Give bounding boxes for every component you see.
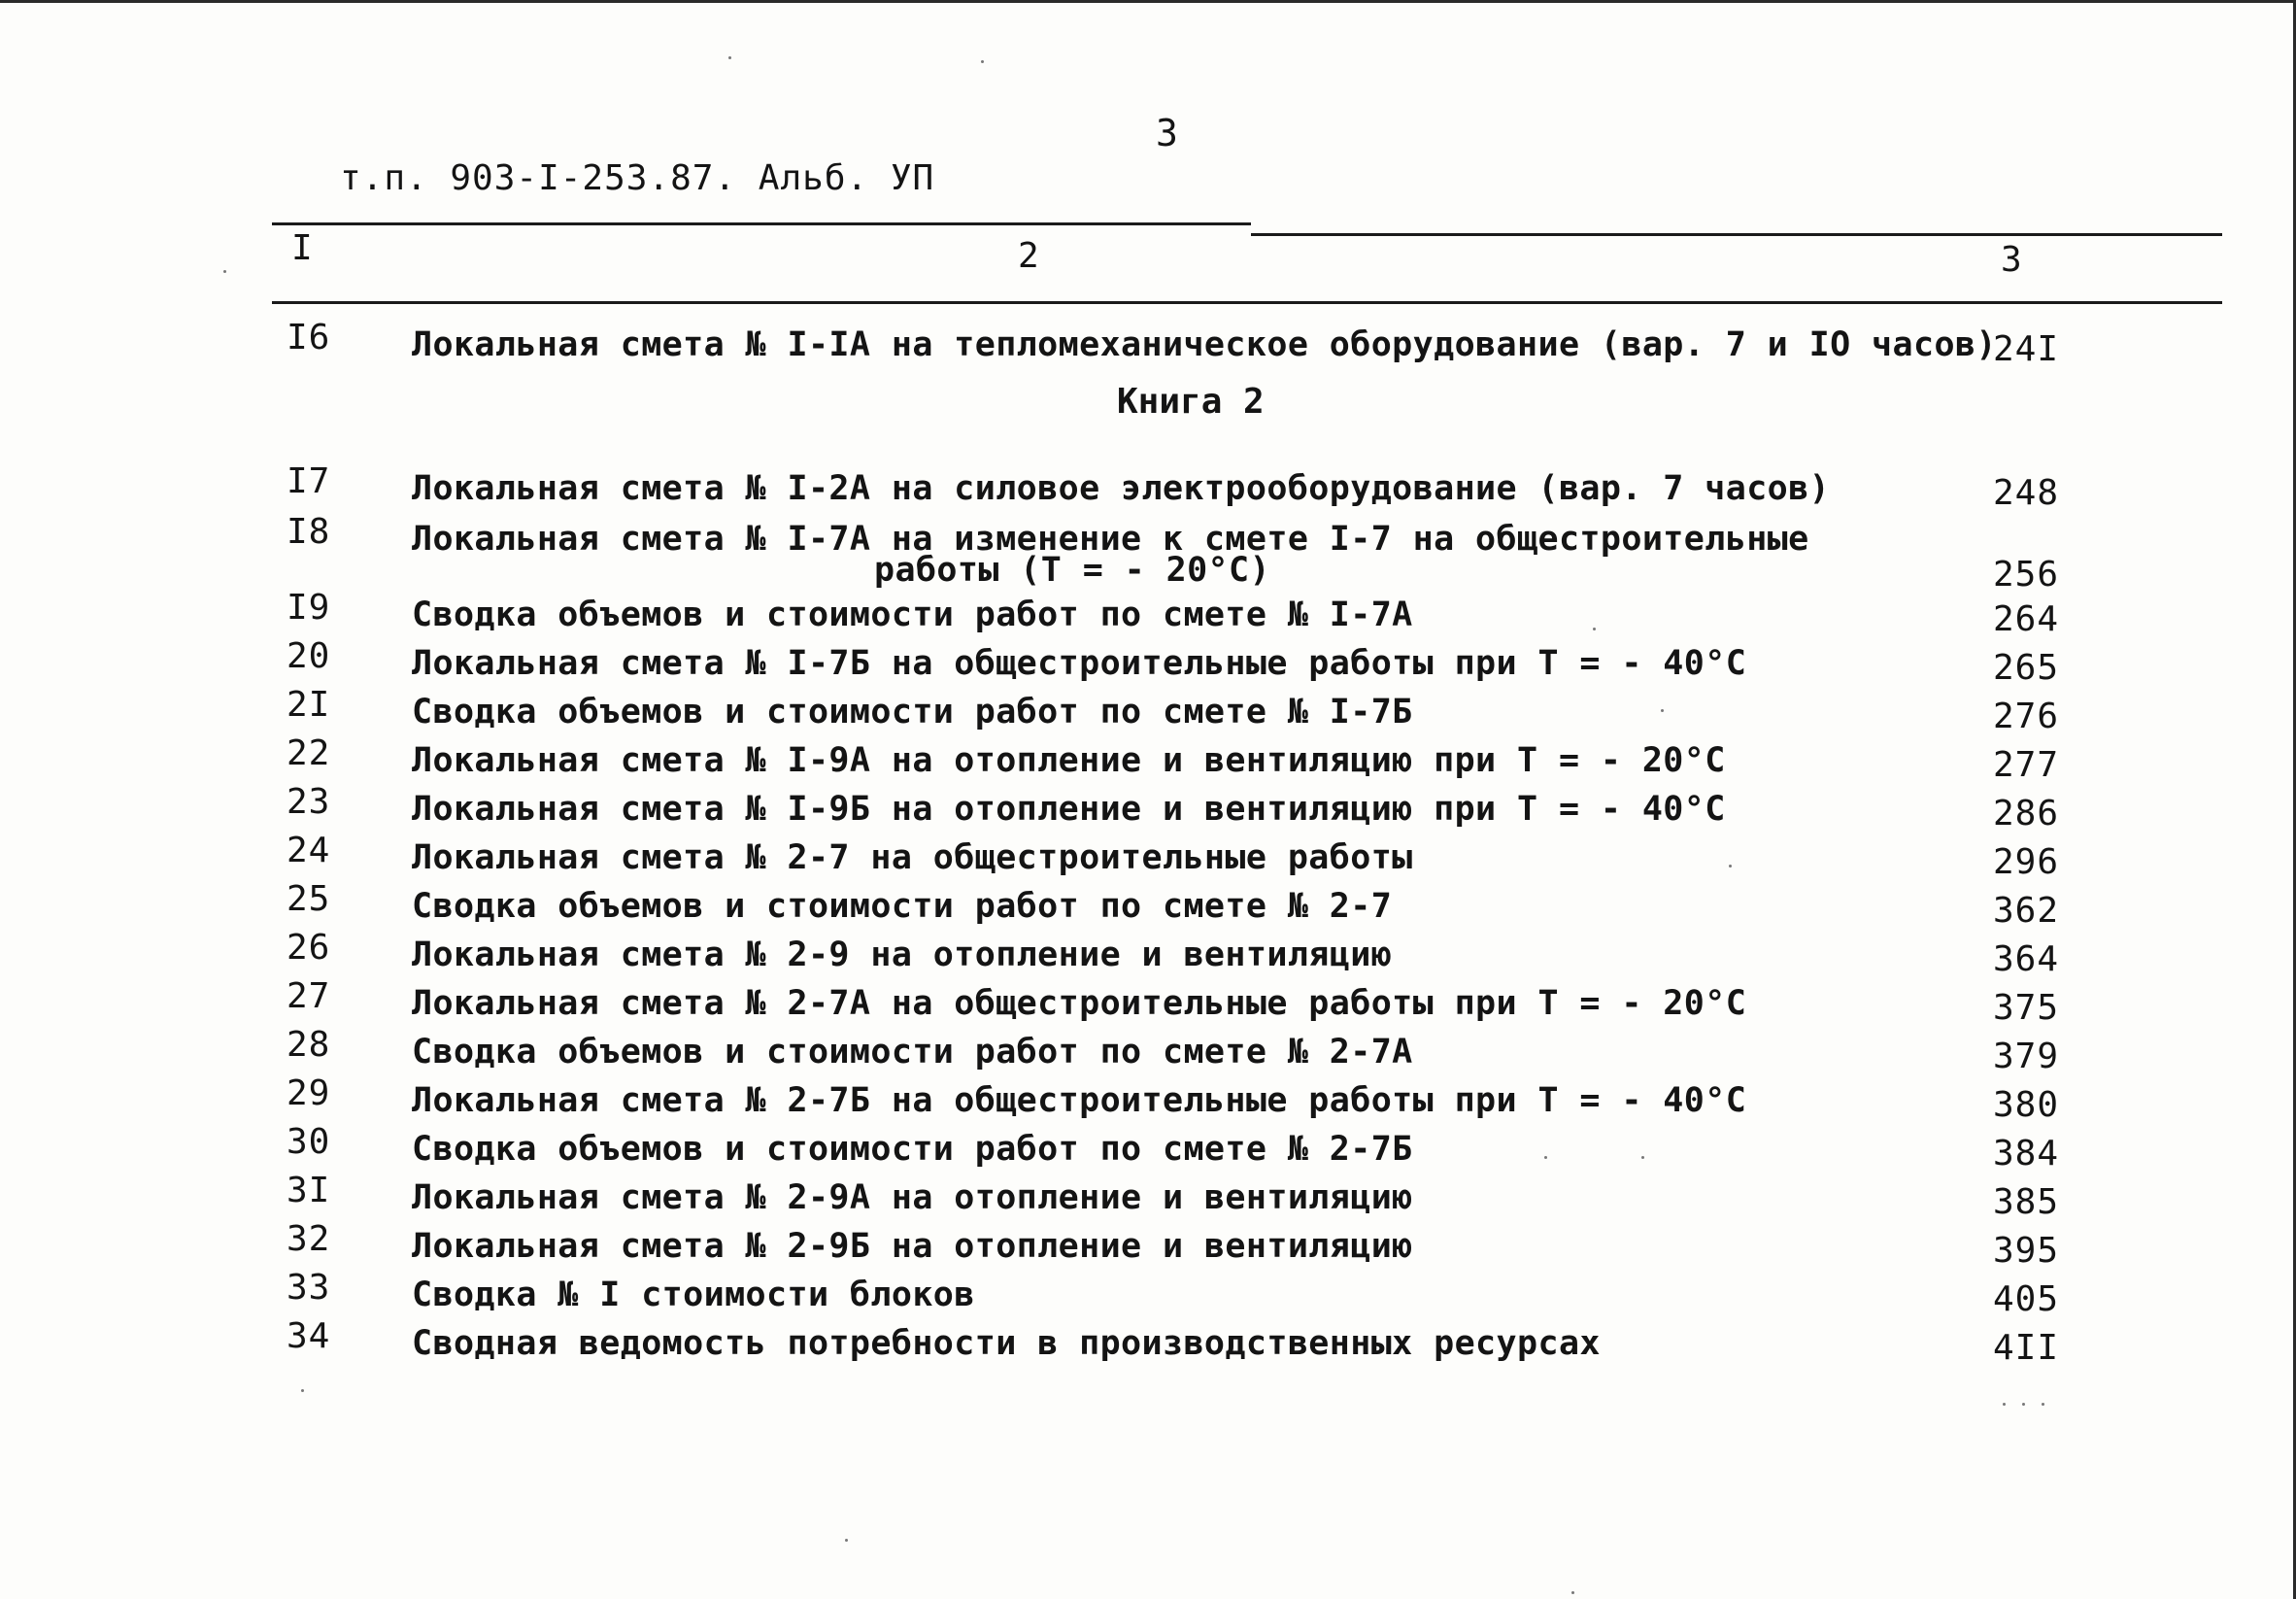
row-page-number: 362 bbox=[1993, 891, 2060, 931]
row-page-number: 256 bbox=[1993, 555, 2060, 595]
section-title-book-2: Книга 2 bbox=[1117, 382, 1265, 422]
row-number: 25 bbox=[287, 879, 331, 919]
row-title: Сводная ведомость потребности в производственных ресурсах bbox=[412, 1324, 1601, 1363]
scan-edge-top bbox=[0, 0, 2296, 3]
row-page-number: 380 bbox=[1993, 1085, 2060, 1125]
header-rule-bottom bbox=[272, 301, 2222, 304]
row-page-number: 248 bbox=[1993, 473, 2060, 513]
scan-speck bbox=[1661, 709, 1664, 712]
scan-speck bbox=[981, 60, 984, 63]
document-reference: т.п. 903-I-253.87. Альб. УП bbox=[340, 158, 935, 198]
row-page-number: 405 bbox=[1993, 1279, 2060, 1319]
row-page-number: 276 bbox=[1993, 697, 2060, 736]
row-number: 2I bbox=[287, 685, 331, 725]
row-number: 24 bbox=[287, 831, 331, 870]
column-header-page: 3 bbox=[2001, 240, 2022, 280]
row-page-number: 265 bbox=[1993, 648, 2060, 688]
scan-speck bbox=[2022, 1403, 2025, 1406]
scan-speck bbox=[2003, 1403, 2006, 1406]
row-number: 27 bbox=[287, 976, 331, 1016]
row-page-number: 364 bbox=[1993, 939, 2060, 979]
column-header-title: 2 bbox=[1018, 236, 1039, 276]
row-title-continuation: работы (T = - 20°C) bbox=[874, 551, 1270, 590]
row-title: Сводка объемов и стоимости работ по смете № 2-7A bbox=[412, 1033, 1413, 1072]
row-title: Локальная смета № 2-9Б на отопление и вентиляцию bbox=[412, 1227, 1413, 1266]
row-number: I6 bbox=[287, 318, 331, 357]
row-number: 28 bbox=[287, 1025, 331, 1065]
row-title: Сводка объемов и стоимости работ по смете № I-7Б bbox=[412, 693, 1413, 731]
page-number: 3 bbox=[1156, 112, 1178, 154]
row-title: Локальная смета № I-9A на отопление и вентиляцию при T = - 20°C bbox=[412, 741, 1726, 780]
header-rule-top-right bbox=[1251, 233, 2222, 236]
scan-speck bbox=[845, 1539, 848, 1542]
row-page-number: 264 bbox=[1993, 599, 2060, 639]
row-title: Сводка объемов и стоимости работ по смете № 2-7 bbox=[412, 887, 1393, 926]
row-number: 34 bbox=[287, 1316, 331, 1356]
row-number: 23 bbox=[287, 782, 331, 822]
row-number: 3I bbox=[287, 1171, 331, 1210]
row-title: Локальная смета № I-2A на силовое электрооборудование (вар. 7 часов) bbox=[412, 469, 1831, 508]
row-number: 30 bbox=[287, 1122, 331, 1162]
row-page-number: 395 bbox=[1993, 1231, 2060, 1271]
scan-speck bbox=[1593, 628, 1596, 630]
row-page-number: 384 bbox=[1993, 1134, 2060, 1174]
row-title: Локальная смета № 2-7 на общестроительные работы bbox=[412, 838, 1413, 877]
row-title: Локальная смета № I-7Б на общестроительные работы при T = - 40°C bbox=[412, 644, 1747, 683]
scan-speck bbox=[1641, 1156, 1644, 1159]
row-title: Сводка объемов и стоимости работ по смете № 2-7Б bbox=[412, 1130, 1413, 1169]
row-number: 20 bbox=[287, 636, 331, 676]
row-title: Сводка № I стоимости блоков bbox=[412, 1276, 975, 1314]
row-number: 29 bbox=[287, 1073, 331, 1113]
row-title: Сводка объемов и стоимости работ по смете № I-7A bbox=[412, 595, 1413, 634]
row-title: Локальная смета № 2-7A на общестроительные работы при T = - 20°C bbox=[412, 984, 1747, 1023]
scan-speck bbox=[1571, 1591, 1574, 1594]
row-number: I9 bbox=[287, 588, 331, 628]
row-title: Локальная смета № I-9Б на отопление и вентиляцию при T = - 40°C bbox=[412, 790, 1726, 829]
scan-speck bbox=[728, 56, 731, 59]
row-number: I8 bbox=[287, 512, 331, 552]
row-title: Локальная смета № 2-7Б на общестроительные работы при T = - 40°C bbox=[412, 1081, 1747, 1120]
row-number: I7 bbox=[287, 461, 331, 501]
row-page-number: 375 bbox=[1993, 988, 2060, 1028]
row-page-number: 385 bbox=[1993, 1182, 2060, 1222]
row-page-number: 379 bbox=[1993, 1037, 2060, 1076]
scan-speck bbox=[223, 270, 226, 273]
row-title: Локальная смета № I-IA на тепломеханическое оборудование (вар. 7 и IO часов) bbox=[412, 325, 1997, 364]
scan-speck bbox=[2042, 1403, 2044, 1406]
row-number: 32 bbox=[287, 1219, 331, 1259]
header-rule-top-left bbox=[272, 222, 1251, 225]
column-header-number: I bbox=[291, 228, 313, 268]
row-title: Локальная смета № I-7A на изменение к смете I-7 на общестроительные bbox=[412, 520, 1809, 559]
row-title: Локальная смета № 2-9 на отопление и вентиляцию bbox=[412, 936, 1393, 974]
row-title: Локальная смета № 2-9A на отопление и вентиляцию bbox=[412, 1178, 1413, 1217]
row-number: 26 bbox=[287, 928, 331, 968]
scan-speck bbox=[301, 1389, 304, 1392]
row-number: 22 bbox=[287, 733, 331, 773]
row-page-number: 296 bbox=[1993, 842, 2060, 882]
scan-speck bbox=[1729, 865, 1732, 868]
scan-speck bbox=[1544, 1156, 1547, 1159]
row-page-number: 286 bbox=[1993, 794, 2060, 834]
row-page-number: 24I bbox=[1993, 329, 2060, 369]
row-page-number: 277 bbox=[1993, 745, 2060, 785]
row-number: 33 bbox=[287, 1268, 331, 1308]
row-page-number: 4II bbox=[1993, 1328, 2060, 1368]
